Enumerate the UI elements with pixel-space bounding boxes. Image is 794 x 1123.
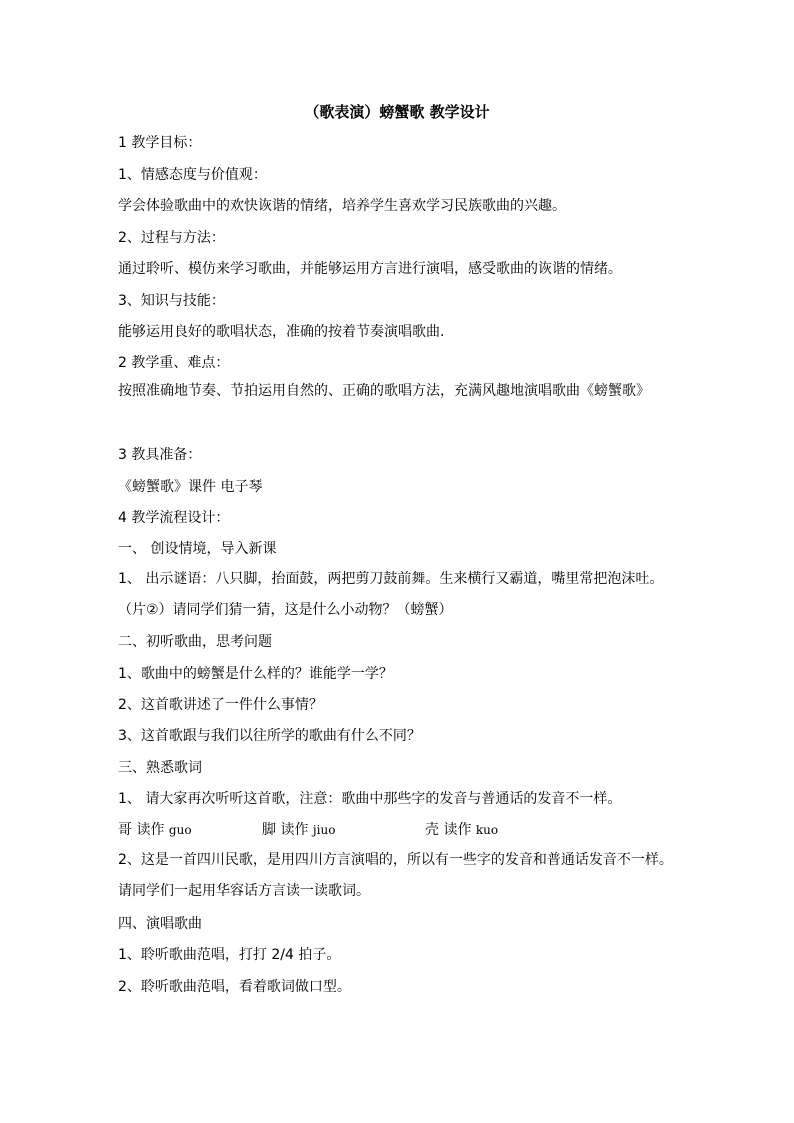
process-heading: 4 教学流程设计： <box>118 510 230 526</box>
pronunciation-pinyin: jiuo <box>312 823 336 837</box>
objective-3-heading: 3、知识与技能： <box>118 293 225 309</box>
pronunciation-reads: 读作 <box>136 822 165 838</box>
step-4-item-1: 1、聆听歌曲范唱，打打 2/4 拍子。 <box>118 947 341 963</box>
document-title: （歌表演）螃蟹歌 教学设计 <box>304 103 490 121</box>
objective-1-heading: 1、情感态度与价值观： <box>118 167 267 183</box>
pronunciation-entry <box>118 818 192 842</box>
step-1-item-1: 1、 出示谜语：八只脚，抬面鼓，两把剪刀鼓前舞。生来横行又霸道，嘴里常把泡沫吐。（片②）请同学们猜一猜，这是什么小动物？（螃蟹） <box>118 571 664 618</box>
objective-2-text: 通过聆听、模仿来学习歌曲，并能够运用方言进行演唱，感受歌曲的诙谐的情绪。 <box>118 261 622 277</box>
pronunciation-char: 脚 <box>262 822 276 838</box>
step-3-item-2: 2、这是一首四川民歌，是用四川方言演唱的，所以有一些字的发音和普通话发音不一样。请同学们一起用华容话方言读一读歌词。 <box>118 852 673 899</box>
step-2-heading: 二、初听歌曲，思考问题 <box>118 634 272 650</box>
step-4-heading: 四、演唱歌曲 <box>118 916 202 932</box>
keypoints-heading: 2 教学重、难点： <box>118 355 230 371</box>
materials-text: 《螃蟹歌》课件 电子琴 <box>118 479 263 495</box>
pronunciation-char: 哥 <box>118 822 132 838</box>
step-2-question-2: 2、这首歌讲述了一件什么事情？ <box>118 697 323 713</box>
pronunciation-reads: 读作 <box>443 822 472 838</box>
pronunciation-pinyin: kuo <box>475 823 499 837</box>
pronunciation-entry <box>425 818 498 842</box>
pronunciation-entry <box>262 818 335 842</box>
pronunciation-pinyin: guo <box>168 823 192 837</box>
objective-1-text: 学会体验歌曲中的欢快诙谐的情绪，培养学生喜欢学习民族歌曲的兴趣。 <box>118 198 566 214</box>
objectives-heading: 1 教学目标： <box>118 135 202 151</box>
keypoints-text: 按照准确地节奏、节拍运用自然的、正确的歌唱方法，充满风趣地演唱歌曲《螃蟹歌》 <box>118 383 650 399</box>
pronunciation-char: 壳 <box>425 822 439 838</box>
pronunciation-reads: 读作 <box>280 822 309 838</box>
step-4-item-2: 2、聆听歌曲范唱，看着歌词做口型。 <box>118 979 351 995</box>
materials-heading: 3 教具准备： <box>118 447 202 463</box>
step-2-question-1: 1、歌曲中的螃蟹是什么样的？谁能学一学？ <box>118 666 393 682</box>
objective-3-text: 能够运用良好的歌唱状态，准确的按着节奏演唱歌曲. <box>118 324 445 340</box>
step-1-heading: 一、 创设情境，导入新课 <box>118 541 277 557</box>
objective-2-heading: 2、过程与方法： <box>118 230 225 246</box>
step-3-item-1: 1、 请大家再次听听这首歌，注意：歌曲中那些字的发音与普通话的发音不一样。 <box>118 791 622 807</box>
step-2-question-3: 3、这首歌跟与我们以往所学的歌曲有什么不同？ <box>118 728 421 744</box>
step-3-heading: 三、熟悉歌词 <box>118 760 202 776</box>
